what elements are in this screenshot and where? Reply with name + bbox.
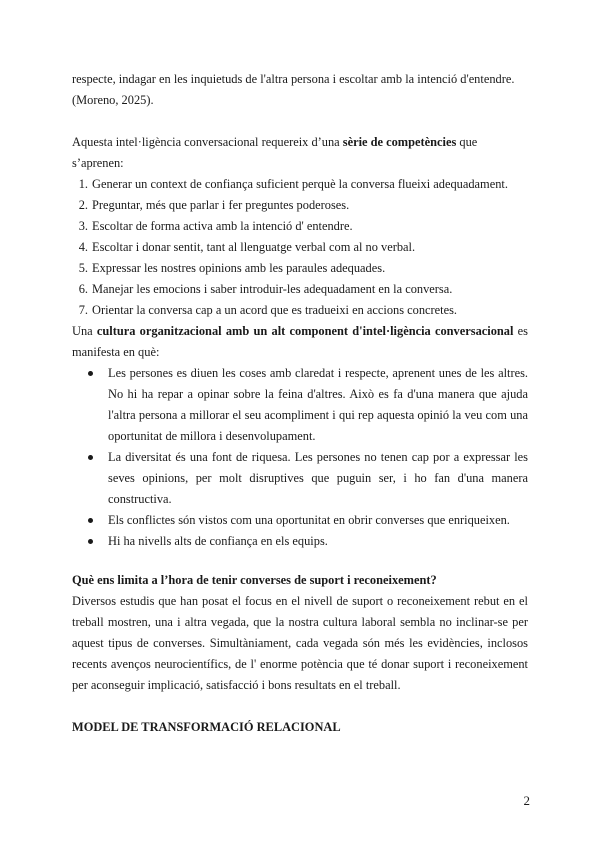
limits-body: Diversos estudis que han posat el focus en el nivell de suport o reconeixement rebut en el treball mostren, una i altra vegada, que la nostra cultura laboral sembla no inclinar-se per aquest tipus de converses. Simultàniament, cada vegada són més les evidències, inclosos recents avenços neurocientífics, de l' enorme potència que té donar suport i reconeixement per aconseguir implicació, satisfacció i bons resultats en el treball. xyxy=(72,594,528,692)
list-item-text: Orientar la conversa cap a un acord que es tradueixi en accions concretes. xyxy=(92,303,458,317)
intro-line-1: respecte, indagar en les inquietuds de l'altra persona i escoltar amb la intenció d'entendre. xyxy=(72,72,515,86)
limits-heading: Què ens limita a l’hora de tenir converses de suport i reconeixement? xyxy=(72,573,437,587)
list-item xyxy=(72,258,528,279)
list-number: 3. xyxy=(78,219,88,233)
limits-section xyxy=(72,570,528,696)
culture-section xyxy=(72,321,528,552)
bullet-icon xyxy=(88,539,93,544)
list-item xyxy=(72,174,528,195)
list-number: 6. xyxy=(78,282,88,296)
page-number: 2 xyxy=(523,793,530,808)
list-item-text: Hi ha nivells alts de confiança en els equips. xyxy=(108,534,328,548)
list-item-text: Manejar les emocions i saber introduir-les adequadament en la conversa. xyxy=(92,282,453,296)
list-item-text: Escoltar i donar sentit, tant al llenguatge verbal com al no verbal. xyxy=(92,240,416,254)
list-item xyxy=(72,447,528,510)
list-item-text: Les persones es diuen les coses amb claredat i respecte, aprenent unes de les altres. No hi ha repar a opinar sobre la feina d'altres. Això es fa d'una manera que ajuda l'altra persona a millorar el seu acompliment i qui rep aquesta opinió la veu com una oportunitat de millora i desenvolupament. xyxy=(108,366,528,443)
list-item-text: Preguntar, més que parlar i fer preguntes poderoses. xyxy=(92,198,350,212)
list-item-text: Expressar les nostres opinions amb les paraules adequades. xyxy=(92,261,386,275)
intro-paragraph xyxy=(72,69,528,111)
model-heading: MODEL DE TRANSFORMACIÓ RELACIONAL xyxy=(72,720,341,734)
list-item xyxy=(72,363,528,447)
list-item xyxy=(72,300,528,321)
list-item xyxy=(72,531,528,552)
bullet-icon xyxy=(88,518,93,523)
list-number: 1. xyxy=(78,177,88,191)
list-item-text: Escoltar de forma activa amb la intenció d' entendre. xyxy=(92,219,353,233)
list-item-text: La diversitat és una font de riquesa. Les persones no tenen cap por a expressar les seves opinions, per molt disruptives que puguin ser, i ho fan d'una manera constructiva. xyxy=(108,450,528,506)
list-number: 2. xyxy=(78,198,88,212)
competencies-intro: Aquesta intel·ligència conversacional requereix d’una sèrie de competències que s’aprenen: xyxy=(72,135,478,170)
culture-bold-term: cultura organitzacional amb un alt component d'intel·ligència conversacional xyxy=(96,324,514,338)
bullet-icon xyxy=(88,455,93,460)
list-item-text: Generar un context de confiança suficient perquè la conversa flueixi adequadament. xyxy=(92,177,508,191)
model-section xyxy=(72,717,528,738)
list-item xyxy=(72,279,528,300)
list-item xyxy=(72,216,528,237)
list-item xyxy=(72,510,528,531)
list-number: 5. xyxy=(78,261,88,275)
list-item xyxy=(72,195,528,216)
list-item-text: Els conflictes són vistos com una oportunitat en obrir converses que enriqueixen. xyxy=(108,513,510,527)
culture-intro: Una cultura organitzacional amb un alt component d'intel·ligència conversacional es manifesta en què: xyxy=(72,324,528,359)
culture-list xyxy=(72,363,528,552)
list-number: 4. xyxy=(78,240,88,254)
competencies-bold-term: sèrie de competències xyxy=(342,135,457,149)
competencies-section xyxy=(72,132,528,321)
competencies-list xyxy=(72,174,528,321)
list-number: 7. xyxy=(78,303,88,317)
intro-line-2: (Moreno, 2025). xyxy=(72,93,154,107)
list-item xyxy=(72,237,528,258)
bullet-icon xyxy=(88,371,93,376)
